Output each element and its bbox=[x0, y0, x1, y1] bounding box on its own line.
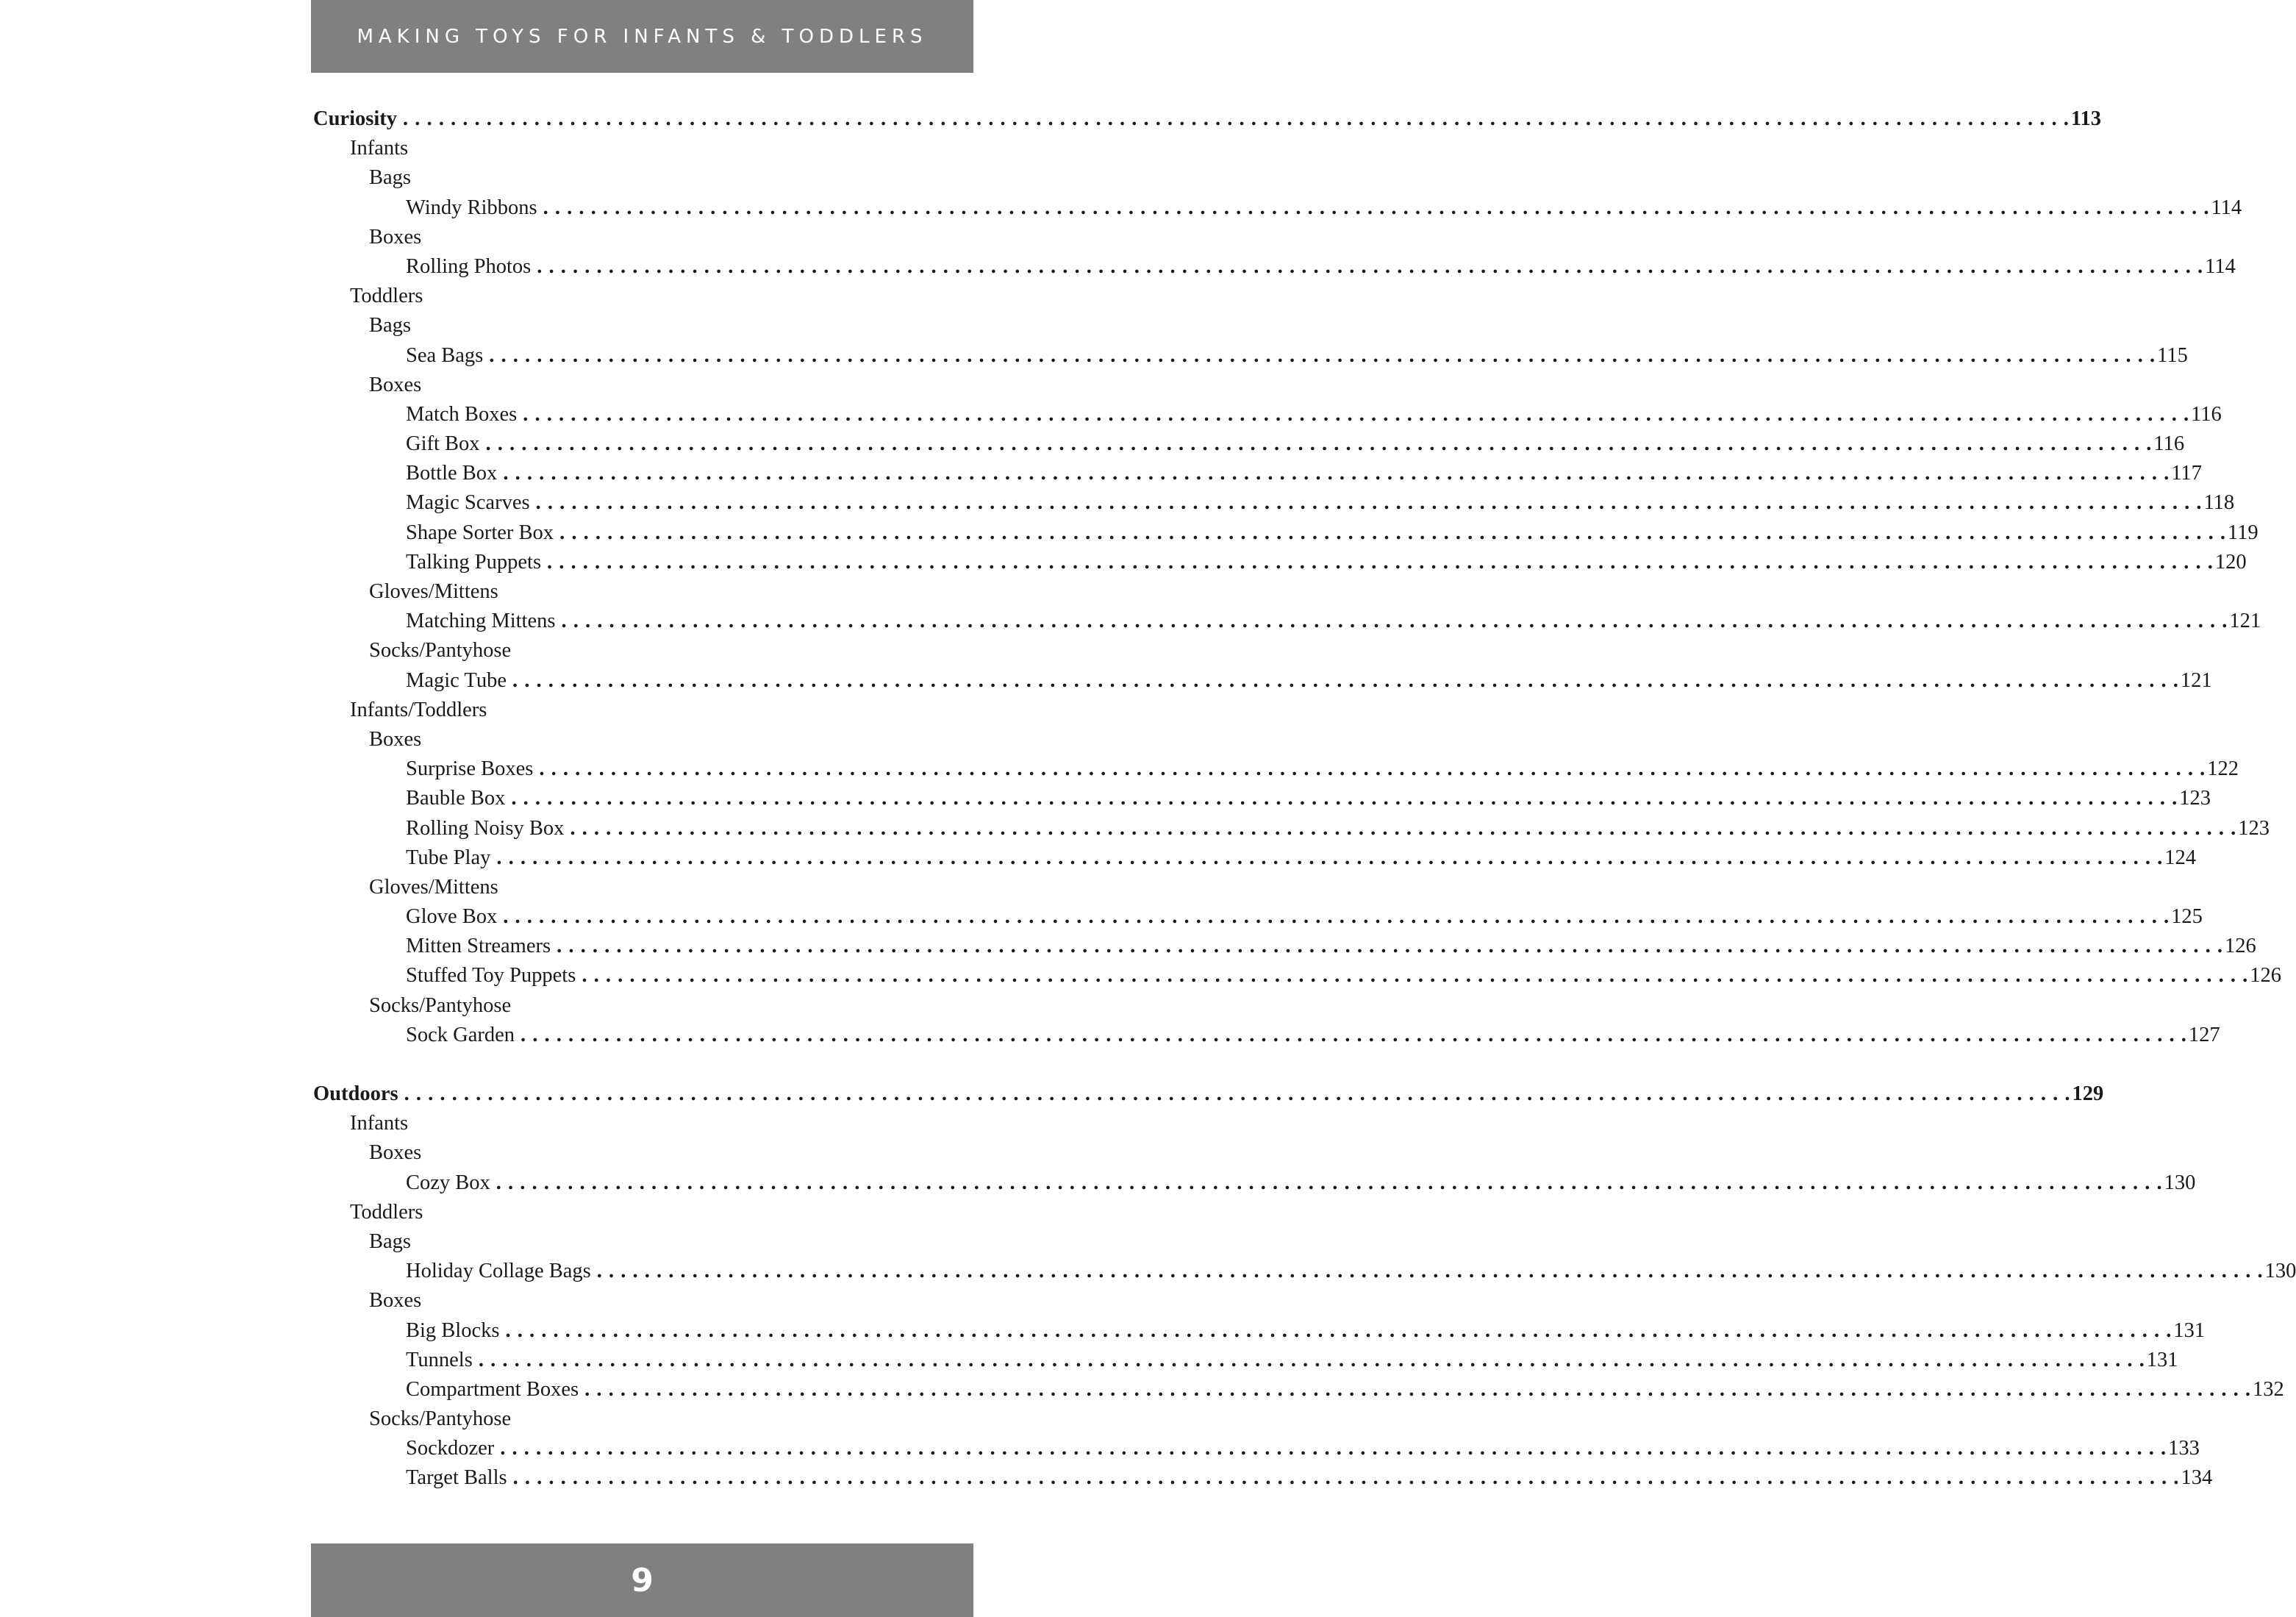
toc-subheading bbox=[313, 285, 968, 314]
toc-entry-label: Rolling Photos bbox=[406, 254, 532, 278]
toc-entry-page: 131 bbox=[2173, 1318, 2206, 1342]
toc-entry-label: Socks/Pantyhose bbox=[369, 639, 512, 663]
toc-entry-page: 125 bbox=[2171, 905, 2203, 929]
dot-leader: . . . . . . . . . . . . . . . . . . . . . . . . . . . . . . . . . . . . . . . . . . . . . . . . . . . . . . . . . . . . . . . . . . . . . . . . . . . . . . . . . . . . . . . . . . . . . . . . . . . . . . . . . . . . . . . . . . . . . . . . . . . . . . . . . . . . . . . . . . . . bbox=[404, 1082, 2071, 1105]
toc-entry-label: Bags bbox=[369, 1229, 411, 1253]
toc-subheading bbox=[313, 137, 968, 166]
toc-entry-page: 116 bbox=[2191, 402, 2222, 426]
dot-leader: . . . . . . . . . . . . . . . . . . . . . . . . . . . . . . . . . . . . . . . . . . . . . . . . . . . . . . . . . . . . . . . . . . . . . . . . . . . . . . . . . . . . . . . . . . . . . . . . . . . . . . . . . . . . . . . . . . . . . . . . . . . . . . . . . . . . . . . . . . . . bbox=[559, 521, 2226, 544]
toc-chapter-entry bbox=[313, 1082, 2104, 1112]
toc-activity-entry bbox=[313, 757, 2239, 787]
toc-entry-page: 126 bbox=[2224, 935, 2256, 958]
toc-entry-page: 133 bbox=[2168, 1437, 2200, 1460]
toc-entry-page: 131 bbox=[2146, 1348, 2178, 1371]
dot-leader: . . . . . . . . . . . . . . . . . . . . . . . . . . . . . . . . . . . . . . . . . . . . . . . . . . . . . . . . . . . . . . . . . . . . . . . . . . . . . . . . . . . . . . . . . . . . . . . . . . . . . . . . . . . . . . . . . . . . . . . . . . . . . . . . . . . . . . . . . . . . bbox=[570, 816, 2237, 840]
toc-entry-page: 123 bbox=[2179, 787, 2211, 810]
toc-entry-label: Boxes bbox=[369, 1141, 422, 1165]
toc-activity-entry bbox=[313, 1437, 2200, 1466]
toc-entry-page: 132 bbox=[2252, 1377, 2284, 1401]
toc-subheading bbox=[313, 1289, 968, 1318]
toc-entry-page: 119 bbox=[2227, 521, 2259, 544]
toc-subheading bbox=[313, 728, 968, 757]
toc-subheading bbox=[313, 580, 968, 610]
page-number: 9 bbox=[631, 1561, 654, 1599]
toc-entry-page: 118 bbox=[2203, 491, 2235, 515]
toc-activity-entry bbox=[313, 668, 2212, 699]
toc-activity-entry bbox=[313, 905, 2203, 935]
toc-entry-label: Talking Puppets bbox=[406, 550, 542, 574]
toc-entry-page: 114 bbox=[2205, 254, 2236, 278]
toc-entry-label: Mitten Streamers bbox=[406, 935, 551, 958]
toc-activity-entry bbox=[313, 610, 2261, 639]
toc-activity-entry bbox=[313, 1260, 2296, 1289]
toc-entry-label: Boxes bbox=[369, 1289, 422, 1313]
toc-activity-entry bbox=[313, 935, 2256, 964]
toc-entry-label: Boxes bbox=[369, 373, 422, 396]
running-header bbox=[311, 0, 973, 73]
dot-leader: . . . . . . . . . . . . . . . . . . . . . . . . . . . . . . . . . . . . . . . . . . . . . . . . . . . . . . . . . . . . . . . . . . . . . . . . . . . . . . . . . . . . . . . . . . . . . . . . . . . . . . . . . . . . . . . . . . . . . . . . . . . . . . . . . . . . . . . . . . . . bbox=[500, 1437, 2167, 1460]
table-of-contents bbox=[313, 107, 2296, 1496]
dot-leader: . . . . . . . . . . . . . . . . . . . . . . . . . . . . . . . . . . . . . . . . . . . . . . . . . . . . . . . . . . . . . . . . . . . . . . . . . . . . . . . . . . . . . . . . . . . . . . . . . . . . . . . . . . . . . . . . . . . . . . . . . . . . . . . . . . . . . . . . . . . . bbox=[511, 787, 2178, 810]
toc-entry-label: Bottle Box bbox=[406, 462, 498, 485]
toc-entry-label: Tunnels bbox=[406, 1348, 473, 1371]
toc-activity-entry bbox=[313, 254, 2236, 285]
toc-entry-label: Stuffed Toy Puppets bbox=[406, 964, 576, 988]
toc-entry-label: Gloves/Mittens bbox=[369, 580, 498, 603]
toc-entry-page: 130 bbox=[2264, 1260, 2296, 1283]
dot-leader: . . . . . . . . . . . . . . . . . . . . . . . . . . . . . . . . . . . . . . . . . . . . . . . . . . . . . . . . . . . . . . . . . . . . . . . . . . . . . . . . . . . . . . . . . . . . . . . . . . . . . . . . . . . . . . . . . . . . . . . . . . . . . . . . . . . . . . . . . . . . bbox=[537, 254, 2204, 278]
toc-entry-label: Bags bbox=[369, 314, 411, 338]
toc-entry-page: 130 bbox=[2164, 1171, 2196, 1194]
toc-subheading bbox=[313, 1112, 968, 1141]
toc-entry-page: 123 bbox=[2238, 816, 2270, 840]
dot-leader: . . . . . . . . . . . . . . . . . . . . . . . . . . . . . . . . . . . . . . . . . . . . . . . . . . . . . . . . . . . . . . . . . . . . . . . . . . . . . . . . . . . . . . . . . . . . . . . . . . . . . . . . . . . . . . . . . . . . . . . . . . . . . . . . . . . . . . . . . . . . bbox=[505, 1318, 2172, 1342]
toc-entry-page: 120 bbox=[2214, 550, 2247, 574]
dot-leader: . . . . . . . . . . . . . . . . . . . . . . . . . . . . . . . . . . . . . . . . . . . . . . . . . . . . . . . . . . . . . . . . . . . . . . . . . . . . . . . . . . . . . . . . . . . . . . . . . . . . . . . . . . . . . . . . . . . . . . . . . . . . . . . . . . . . . . . . . . . . bbox=[521, 1023, 2187, 1046]
toc-subheading bbox=[313, 1201, 968, 1230]
toc-entry-page: 129 bbox=[2072, 1082, 2104, 1105]
toc-subheading bbox=[313, 1230, 968, 1260]
toc-entry-label: Gloves/Mittens bbox=[369, 875, 498, 899]
toc-subheading bbox=[313, 1141, 968, 1171]
dot-leader: . . . . . . . . . . . . . . . . . . . . . . . . . . . . . . . . . . . . . . . . . . . . . . . . . . . . . . . . . . . . . . . . . . . . . . . . . . . . . . . . . . . . . . . . . . . . . . . . . . . . . . . . . . . . . . . . . . . . . . . . . . . . . . . . . . . . . . . . . . . . bbox=[582, 964, 2249, 988]
toc-subheading bbox=[313, 994, 968, 1024]
toc-activity-entry bbox=[313, 1466, 2213, 1496]
toc-entry-page: 124 bbox=[2164, 846, 2196, 869]
toc-activity-entry bbox=[313, 1023, 2220, 1053]
toc-entry-label: Magic Scarves bbox=[406, 491, 530, 515]
dot-leader: . . . . . . . . . . . . . . . . . . . . . . . . . . . . . . . . . . . . . . . . . . . . . . . . . . . . . . . . . . . . . . . . . . . . . . . . . . . . . . . . . . . . . . . . . . . . . . . . . . . . . . . . . . . . . . . . . . . . . . . . . . . . . . . . . . . . . . . . . . . . bbox=[496, 846, 2164, 869]
toc-activity-entry bbox=[313, 1171, 2196, 1201]
dot-leader: . . . . . . . . . . . . . . . . . . . . . . . . . . . . . . . . . . . . . . . . . . . . . . . . . . . . . . . . . . . . . . . . . . . . . . . . . . . . . . . . . . . . . . . . . . . . . . . . . . . . . . . . . . . . . . . . . . . . . . . . . . . . . . . . . . . . . . . . . . . . bbox=[584, 1377, 2251, 1401]
toc-subheading bbox=[313, 699, 968, 728]
toc-activity-entry bbox=[313, 550, 2247, 580]
dot-leader: . . . . . . . . . . . . . . . . . . . . . . . . . . . . . . . . . . . . . . . . . . . . . . . . . . . . . . . . . . . . . . . . . . . . . . . . . . . . . . . . . . . . . . . . . . . . . . . . . . . . . . . . . . . . . . . . . . . . . . . . . . . . . . . . . . . . . . . . . . . . bbox=[596, 1260, 2264, 1283]
toc-entry-page: 127 bbox=[2188, 1023, 2220, 1046]
toc-entry-label: Shape Sorter Box bbox=[406, 521, 554, 544]
toc-entry-page: 126 bbox=[2250, 964, 2281, 988]
toc-activity-entry bbox=[313, 196, 2242, 226]
toc-entry-label: Boxes bbox=[369, 225, 422, 249]
dot-leader: . . . . . . . . . . . . . . . . . . . . . . . . . . . . . . . . . . . . . . . . . . . . . . . . . . . . . . . . . . . . . . . . . . . . . . . . . . . . . . . . . . . . . . . . . . . . . . . . . . . . . . . . . . . . . . . . . . . . . . . . . . . . . . . . . . . . . . . . . . . . bbox=[503, 905, 2170, 929]
toc-entry-label: Gift Box bbox=[406, 432, 480, 456]
dot-leader: . . . . . . . . . . . . . . . . . . . . . . . . . . . . . . . . . . . . . . . . . . . . . . . . . . . . . . . . . . . . . . . . . . . . . . . . . . . . . . . . . . . . . . . . . . . . . . . . . . . . . . . . . . . . . . . . . . . . . . . . . . . . . . . . . . . . . . . . . . . . bbox=[539, 757, 2206, 781]
toc-entry-label: Outdoors bbox=[313, 1082, 398, 1105]
toc-entry-page: 114 bbox=[2211, 196, 2242, 219]
toc-entry-page: 117 bbox=[2171, 462, 2202, 485]
toc-entry-label: Matching Mittens bbox=[406, 610, 556, 633]
dot-leader: . . . . . . . . . . . . . . . . . . . . . . . . . . . . . . . . . . . . . . . . . . . . . . . . . . . . . . . . . . . . . . . . . . . . . . . . . . . . . . . . . . . . . . . . . . . . . . . . . . . . . . . . . . . . . . . . . . . . . . . . . . . . . . . . . . . . . . . . . . . . bbox=[489, 343, 2156, 367]
toc-activity-entry bbox=[313, 1377, 2284, 1407]
toc-entry-label: Sock Garden bbox=[406, 1023, 515, 1046]
dot-leader: . . . . . . . . . . . . . . . . . . . . . . . . . . . . . . . . . . . . . . . . . . . . . . . . . . . . . . . . . . . . . . . . . . . . . . . . . . . . . . . . . . . . . . . . . . . . . . . . . . . . . . . . . . . . . . . . . . . . . . . . . . . . . . . . . . . . . . . . . . . . bbox=[485, 432, 2153, 456]
toc-activity-entry bbox=[313, 521, 2259, 551]
dot-leader: . . . . . . . . . . . . . . . . . . . . . . . . . . . . . . . . . . . . . . . . . . . . . . . . . . . . . . . . . . . . . . . . . . . . . . . . . . . . . . . . . . . . . . . . . . . . . . . . . . . . . . . . . . . . . . . . . . . . . . . . . . . . . . . . . . . . . . . . . . . . bbox=[557, 935, 2223, 958]
toc-activity-entry bbox=[313, 491, 2235, 521]
toc-activity-entry bbox=[313, 846, 2196, 876]
toc-entry-label: Bauble Box bbox=[406, 787, 506, 810]
dot-leader: . . . . . . . . . . . . . . . . . . . . . . . . . . . . . . . . . . . . . . . . . . . . . . . . . . . . . . . . . . . . . . . . . . . . . . . . . . . . . . . . . . . . . . . . . . . . . . . . . . . . . . . . . . . . . . . . . . . . . . . . . . . . . . . . . . . . . . . . . . . . bbox=[478, 1348, 2145, 1371]
dot-leader: . . . . . . . . . . . . . . . . . . . . . . . . . . . . . . . . . . . . . . . . . . . . . . . . . . . . . . . . . . . . . . . . . . . . . . . . . . . . . . . . . . . . . . . . . . . . . . . . . . . . . . . . . . . . . . . . . . . . . . . . . . . . . . . . . . . . . . . . . . . . bbox=[561, 610, 2228, 633]
toc-entry-label: Holiday Collage Bags bbox=[406, 1260, 591, 1283]
toc-entry-page: 116 bbox=[2153, 432, 2185, 456]
dot-leader: . . . . . . . . . . . . . . . . . . . . . . . . . . . . . . . . . . . . . . . . . . . . . . . . . . . . . . . . . . . . . . . . . . . . . . . . . . . . . . . . . . . . . . . . . . . . . . . . . . . . . . . . . . . . . . . . . . . . . . . . . . . . . . . . . . . . . . . . . . . . bbox=[512, 1466, 2180, 1490]
toc-entry-label: Toddlers bbox=[350, 1200, 423, 1224]
dot-leader: . . . . . . . . . . . . . . . . . . . . . . . . . . . . . . . . . . . . . . . . . . . . . . . . . . . . . . . . . . . . . . . . . . . . . . . . . . . . . . . . . . . . . . . . . . . . . . . . . . . . . . . . . . . . . . . . . . . . . . . . . . . . . . . . . . . . . . . . . . . . bbox=[512, 668, 2179, 692]
dot-leader: . . . . . . . . . . . . . . . . . . . . . . . . . . . . . . . . . . . . . . . . . . . . . . . . . . . . . . . . . . . . . . . . . . . . . . . . . . . . . . . . . . . . . . . . . . . . . . . . . . . . . . . . . . . . . . . . . . . . . . . . . . . . . . . . . . . . . . . . . . . . bbox=[503, 462, 2170, 485]
toc-activity-entry bbox=[313, 402, 2222, 432]
toc-entry-page: 122 bbox=[2207, 757, 2239, 781]
dot-leader: . . . . . . . . . . . . . . . . . . . . . . . . . . . . . . . . . . . . . . . . . . . . . . . . . . . . . . . . . . . . . . . . . . . . . . . . . . . . . . . . . . . . . . . . . . . . . . . . . . . . . . . . . . . . . . . . . . . . . . . . . . . . . . . . . . . . . . . . . . . . bbox=[543, 196, 2210, 219]
toc-subheading bbox=[313, 314, 968, 343]
toc-activity-entry bbox=[313, 462, 2202, 491]
toc-entry-page: 121 bbox=[2180, 668, 2212, 692]
toc-entry-label: Socks/Pantyhose bbox=[369, 993, 512, 1017]
toc-chapter-entry bbox=[313, 107, 2102, 137]
toc-entry-label: Sockdozer bbox=[406, 1437, 495, 1460]
toc-activity-entry bbox=[313, 787, 2211, 816]
toc-entry-label: Magic Tube bbox=[406, 668, 507, 692]
toc-entry-label: Boxes bbox=[369, 727, 422, 751]
toc-entry-label: Surprise Boxes bbox=[406, 757, 534, 781]
toc-entry-label: Infants/Toddlers bbox=[350, 698, 487, 721]
dot-leader: . . . . . . . . . . . . . . . . . . . . . . . . . . . . . . . . . . . . . . . . . . . . . . . . . . . . . . . . . . . . . . . . . . . . . . . . . . . . . . . . . . . . . . . . . . . . . . . . . . . . . . . . . . . . . . . . . . . . . . . . . . . . . . . . . . . . . . . . . . . . bbox=[523, 402, 2190, 426]
toc-entry-label: Cozy Box bbox=[406, 1171, 490, 1194]
toc-entry-label: Curiosity bbox=[313, 107, 397, 130]
toc-subheading bbox=[313, 876, 968, 905]
dot-leader: . . . . . . . . . . . . . . . . . . . . . . . . . . . . . . . . . . . . . . . . . . . . . . . . . . . . . . . . . . . . . . . . . . . . . . . . . . . . . . . . . . . . . . . . . . . . . . . . . . . . . . . . . . . . . . . . . . . . . . . . . . . . . . . . . . . . . . . . . . . . bbox=[547, 550, 2214, 574]
toc-entry-page: 121 bbox=[2229, 610, 2261, 633]
toc-entry-label: Infants bbox=[350, 1112, 409, 1135]
toc-subheading bbox=[313, 166, 968, 196]
toc-subheading bbox=[313, 639, 968, 668]
dot-leader: . . . . . . . . . . . . . . . . . . . . . . . . . . . . . . . . . . . . . . . . . . . . . . . . . . . . . . . . . . . . . . . . . . . . . . . . . . . . . . . . . . . . . . . . . . . . . . . . . . . . . . . . . . . . . . . . . . . . . . . . . . . . . . . . . . . . . . . . . . . . bbox=[403, 107, 2070, 130]
toc-entry-page: 134 bbox=[2181, 1466, 2213, 1490]
toc-entry-label: Target Balls bbox=[406, 1466, 507, 1490]
toc-entry-label: Windy Ribbons bbox=[406, 196, 537, 219]
toc-activity-entry bbox=[313, 1318, 2206, 1349]
toc-subheading bbox=[313, 226, 968, 255]
toc-entry-label: Rolling Noisy Box bbox=[406, 816, 565, 840]
toc-activity-entry bbox=[313, 343, 2188, 374]
toc-entry-label: Infants bbox=[350, 137, 409, 160]
toc-activity-entry bbox=[313, 1348, 2178, 1378]
toc-entry-label: Glove Box bbox=[406, 905, 498, 929]
toc-entry-label: Big Blocks bbox=[406, 1318, 500, 1342]
toc-entry-label: Match Boxes bbox=[406, 402, 518, 426]
toc-entry-page: 115 bbox=[2157, 343, 2188, 367]
dot-leader: . . . . . . . . . . . . . . . . . . . . . . . . . . . . . . . . . . . . . . . . . . . . . . . . . . . . . . . . . . . . . . . . . . . . . . . . . . . . . . . . . . . . . . . . . . . . . . . . . . . . . . . . . . . . . . . . . . . . . . . . . . . . . . . . . . . . . . . . . . . . bbox=[496, 1171, 2163, 1194]
page-footer bbox=[311, 1543, 973, 1617]
toc-entry-label: Sea Bags bbox=[406, 343, 484, 367]
toc-entry-label: Toddlers bbox=[350, 285, 423, 308]
book-title: MAKING TOYS FOR INFANTS & TODDLERS bbox=[357, 25, 928, 48]
toc-entry-label: Bags bbox=[369, 166, 411, 190]
dot-leader: . . . . . . . . . . . . . . . . . . . . . . . . . . . . . . . . . . . . . . . . . . . . . . . . . . . . . . . . . . . . . . . . . . . . . . . . . . . . . . . . . . . . . . . . . . . . . . . . . . . . . . . . . . . . . . . . . . . . . . . . . . . . . . . . . . . . . . . . . . . . bbox=[535, 491, 2203, 515]
toc-activity-entry bbox=[313, 816, 2270, 846]
toc-subheading bbox=[313, 1407, 968, 1437]
toc-activity-entry bbox=[313, 964, 2281, 993]
toc-entry-label: Tube Play bbox=[406, 846, 491, 869]
toc-entry-page: 113 bbox=[2070, 107, 2102, 130]
toc-subheading bbox=[313, 374, 968, 403]
section-gap bbox=[313, 1053, 968, 1082]
toc-entry-label: Compartment Boxes bbox=[406, 1377, 579, 1401]
toc-entry-label: Socks/Pantyhose bbox=[369, 1407, 512, 1431]
toc-activity-entry bbox=[313, 432, 2185, 462]
